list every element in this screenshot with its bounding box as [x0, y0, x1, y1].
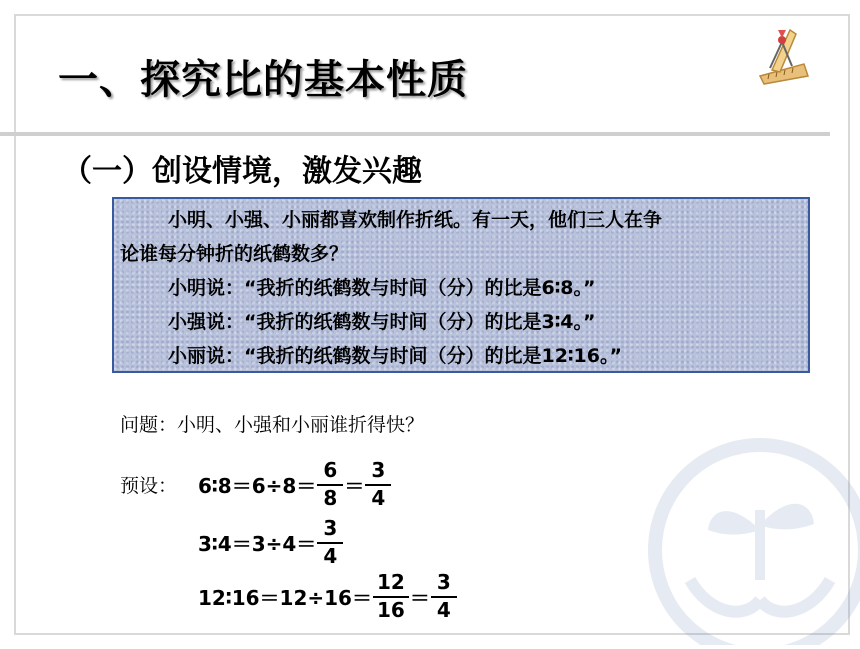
equation-6-8	[198, 458, 392, 510]
equation-3-4	[198, 516, 344, 568]
story-box	[112, 197, 810, 373]
denominator: 4	[436, 598, 451, 622]
equals-sign: ＝	[409, 585, 430, 610]
title-divider	[0, 132, 830, 136]
preset-label: 预设：	[120, 475, 178, 497]
story-line: 小强说：“我折的纸鹤数与时间（分）的比是3∶4。”	[168, 311, 596, 333]
ruler-compass-icon	[752, 24, 812, 90]
denominator: 4	[323, 544, 338, 568]
numerator: 3	[436, 570, 451, 594]
equals-sign: ＝	[344, 473, 365, 498]
fraction	[375, 570, 407, 622]
story-line: 小明说：“我折的纸鹤数与时间（分）的比是6∶8。”	[168, 277, 596, 299]
story-line: 小丽说：“我折的纸鹤数与时间（分）的比是12∶16。”	[168, 345, 622, 367]
numerator: 12	[376, 570, 405, 594]
section-subtitle: （一）创设情境，激发兴趣	[62, 154, 422, 189]
denominator: 8	[323, 486, 338, 510]
fraction	[367, 458, 389, 510]
numerator: 3	[371, 458, 386, 482]
denominator: 4	[371, 486, 386, 510]
equation-lead: 3∶4＝3÷4＝	[198, 531, 317, 556]
fraction	[433, 570, 455, 622]
equation-lead: 6∶8＝6÷8＝	[198, 473, 317, 498]
story-line: 小明、小强、小丽都喜欢制作折纸。有一天，他们三人在争	[168, 209, 663, 231]
denominator: 16	[376, 598, 405, 622]
fraction	[319, 516, 341, 568]
fraction	[319, 458, 341, 510]
equation-lead: 12∶16＝12÷16＝	[198, 585, 372, 610]
question-text: 问题：小明、小强和小丽谁折得快？	[120, 414, 425, 436]
story-line: 论谁每分钟折的纸鹤数多？	[120, 243, 349, 265]
slide-title: 一、探究比的基本性质	[58, 57, 468, 103]
equation-12-16	[198, 570, 458, 622]
numerator: 6	[323, 458, 338, 482]
numerator: 3	[323, 516, 338, 540]
sprout-hands-icon	[630, 430, 860, 649]
